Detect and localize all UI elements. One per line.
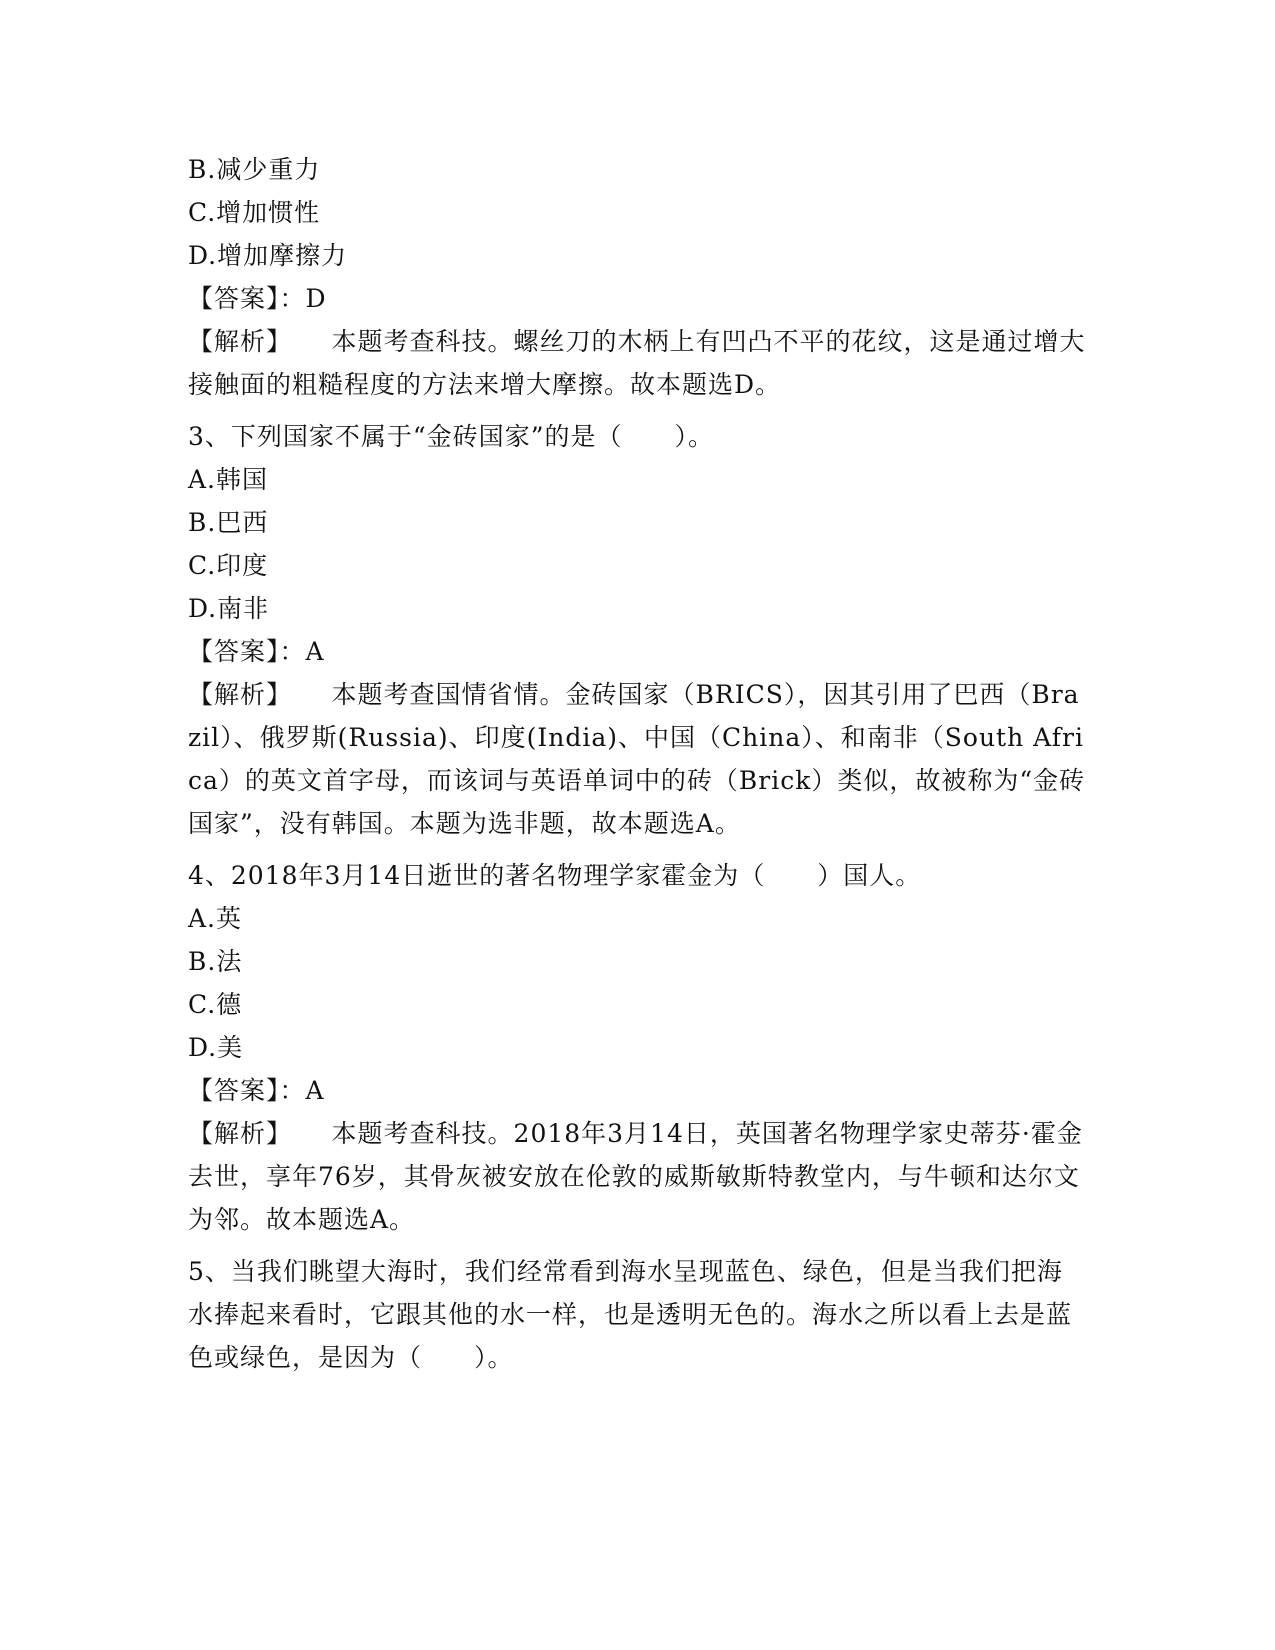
analysis-text: 本题考查科技。2018年3月14日，英国著名物理学家史蒂芬·霍金去世，享年76岁，其骨灰被安放在伦敦的威斯敏斯特教堂内，与牛顿和达尔文为邻。故本题选A。 (188, 1119, 1083, 1234)
exam-page (188, 148, 1088, 1379)
option-a: A.韩国 (188, 465, 269, 494)
option-a: A.英 (188, 904, 243, 933)
option-d: D.南非 (188, 594, 270, 623)
option-b: B.减少重力 (188, 155, 321, 184)
analysis-label: 【解析】 (188, 680, 280, 709)
analysis (188, 673, 1088, 845)
question-text: 3、下列国家不属于“金砖国家”的是（ ）。 (188, 422, 714, 451)
answer: 【答案】：A (188, 637, 325, 666)
analysis-label: 【解析】 (188, 1119, 280, 1148)
option-c: C.增加惯性 (188, 198, 321, 227)
question-2-tail (188, 148, 1088, 406)
answer: 【答案】：A (188, 1076, 325, 1105)
option-d: D.美 (188, 1033, 244, 1062)
option-c: C.德 (188, 990, 243, 1019)
analysis-label: 【解析】 (188, 327, 280, 356)
question-3 (188, 415, 1088, 845)
question-5 (188, 1250, 1088, 1379)
question-text: 5、当我们眺望大海时，我们经常看到海水呈现蓝色、绿色，但是当我们把海水捧起来看时，它跟其他的水一样，也是透明无色的。海水之所以看上去是蓝色或绿色，是因为（ ）。 (188, 1257, 1073, 1372)
option-b: B.法 (188, 947, 243, 976)
analysis (188, 320, 1088, 406)
question-4 (188, 854, 1088, 1241)
option-d: D.增加摩擦力 (188, 241, 348, 270)
analysis-text: 本题考查科技。螺丝刀的木柄上有凹凸不平的花纹，这是通过增大接触面的粗糙程度的方法来增大摩擦。故本题选D。 (188, 327, 1086, 399)
analysis-text: 本题考查国情省情。金砖国家（BRICS），因其引用了巴西（Brazil）、俄罗斯(Russia)、印度(India)、中国（China）、和南非（South Africa）的英文首字母，而该词与英语单词中的砖（Brick）类似，故被称为“金砖国家”，没有韩国。本题为选非题，故本题选A。 (188, 680, 1086, 838)
option-c: C.印度 (188, 551, 269, 580)
option-b: B.巴西 (188, 508, 269, 537)
analysis (188, 1112, 1088, 1241)
answer: 【答案】：D (188, 284, 327, 313)
question-text: 4、2018年3月14日逝世的著名物理学家霍金为（ ）国人。 (188, 861, 922, 890)
